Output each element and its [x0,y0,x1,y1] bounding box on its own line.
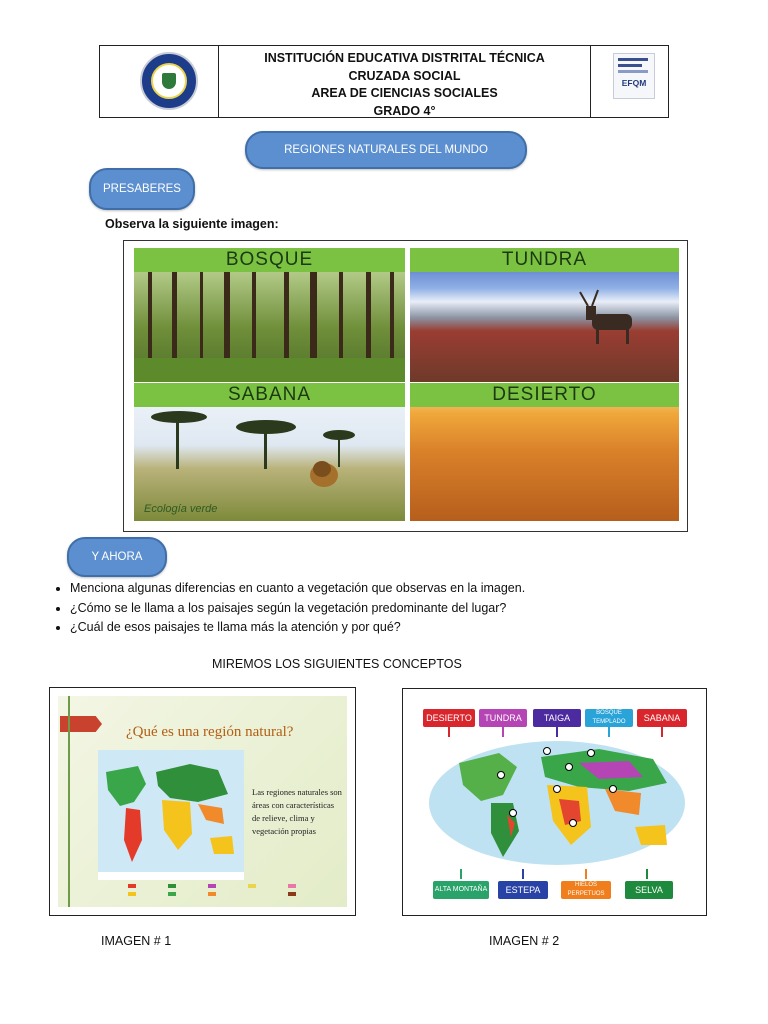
label-hielos-perpetuos: HIELOS PERPETUOS [561,881,611,899]
image-1-body: Las regiones naturales son áreas con características de relieve, clima y vegetación propias [252,787,342,836]
header-line-3: AREA DE CIENCIAS SOCIALES [311,86,498,100]
label-estepa: ESTEPA [498,881,548,899]
world-regions-map [98,750,244,880]
desierto-label: DESIERTO [410,383,679,407]
label-desierto: DESIERTO [423,709,475,727]
world-biomes-map [429,741,685,865]
efqm-logo-cell [590,46,668,117]
tundra-label: TUNDRA [410,248,679,272]
concepts-heading: MIREMOS LOS SIGUIENTES CONCEPTOS [212,657,462,671]
sabana-label: SABANA [134,383,405,407]
efqm-logo-text: EFQM [621,78,647,88]
sabana-photo [134,383,405,521]
tundra-photo [410,248,679,382]
header-line-2: CRUZADA SOCIAL [348,68,461,83]
label-alta-montana: ALTA MONTAÑA [433,881,489,899]
reindeer-illustration [410,248,679,382]
desierto-photo [410,383,679,521]
header-table [99,45,669,118]
question-item: • ¿Cuál de esos paisajes te llama más la atención y por qué? [70,618,525,638]
school-seal-cell [100,46,219,117]
y-ahora-pill: Y AHORA [67,537,167,577]
image-1-slide [58,696,347,907]
image-1-caption: IMAGEN # 1 [101,934,172,948]
label-tundra: TUNDRA [479,709,527,727]
header-line-4: GRADO 4° [373,103,436,118]
bosque-label: BOSQUE [134,248,405,272]
label-selva: SELVA [625,881,673,899]
presaberes-pill: PRESABERES [89,168,195,210]
label-sabana: SABANA [637,709,687,727]
acacia-lion-illustration [134,383,405,521]
label-taiga: TAIGA [533,709,581,727]
biomes-photo-grid [123,240,688,532]
title-pill: REGIONES NATURALES DEL MUNDO [245,131,527,169]
question-item: • ¿Cómo se le llama a los paisajes según la vegetación predominante del lugar? [70,599,525,619]
slide-red-arrow [60,716,102,732]
image-2-caption: IMAGEN # 2 [489,934,560,948]
school-seal-logo [140,52,198,110]
map-legend [128,882,318,904]
questions-list [48,579,525,638]
label-bosque-templado: BOSQUE TEMPLADO [585,709,633,727]
efqm-logo [613,53,655,99]
image-1-frame [49,687,356,916]
header-title-block [218,50,591,120]
question-item: • Menciona algunas diferencias en cuanto a vegetación que observas en la imagen. [70,579,525,599]
header-line-1: INSTITUCIÓN EDUCATIVA DISTRITAL TÉCNICA [264,51,545,65]
image-1-title: ¿Qué es una región natural? [126,724,294,740]
ecologia-verde-watermark: Ecología verde [144,503,218,515]
forest-trees-illustration [134,248,405,382]
bosque-photo [134,248,405,382]
image-2-frame [402,688,707,916]
observe-instruction: Observa la siguiente imagen: [105,217,279,231]
